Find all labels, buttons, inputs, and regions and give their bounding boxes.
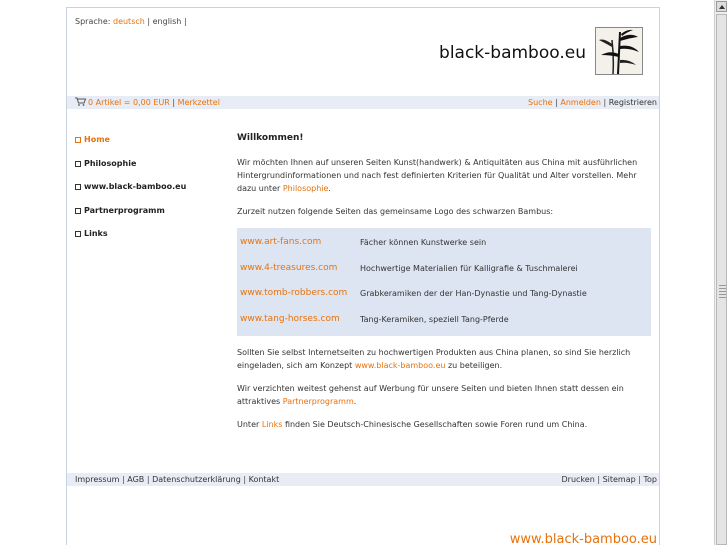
links-link[interactable]: Links <box>261 420 283 429</box>
logo-paragraph: Zurzeit nutzen folgende Seiten das gemeinsame Logo des schwarzen Bambus: <box>237 207 554 216</box>
language-deutsch-link[interactable]: deutsch <box>112 17 145 26</box>
scrollbar-thumb[interactable] <box>716 14 727 545</box>
partner-sites-table <box>237 228 651 336</box>
site-logo-text[interactable]: black-bamboo.eu <box>439 43 586 63</box>
site-link[interactable]: www.4-treasures.com <box>240 262 338 273</box>
partner-paragraph <box>237 382 653 408</box>
vertical-scrollbar[interactable] <box>714 0 727 545</box>
links-text-end: finden Sie Deutsch-Chinesische Gesellschaften sowie Foren rund um China. <box>284 420 588 429</box>
partner-text: Wir verzichten weitest gehenst auf Werbung für unsere Seiten und bieten Ihnen statt dessen ein attraktives <box>237 384 624 406</box>
separator: | <box>172 98 176 107</box>
punctuation: . <box>353 397 357 406</box>
login-link[interactable]: Anmelden <box>560 98 601 107</box>
sidebar-nav <box>75 135 225 253</box>
links-paragraph <box>237 418 653 431</box>
table-row <box>237 307 651 333</box>
site-description: Hochwertige Materialien für Kalligrafie & Tuschmalerei <box>360 263 578 273</box>
page-title: Willkommen! <box>237 133 304 143</box>
site-description: Tang-Keramiken, speziell Tang-Pferde <box>360 314 509 324</box>
main-content <box>237 132 653 441</box>
impressum-link[interactable]: Impressum <box>75 475 120 484</box>
top-bar <box>67 96 659 109</box>
separator: | <box>146 475 150 484</box>
separator: | <box>147 17 151 26</box>
separator: | <box>122 475 125 484</box>
site-description: Grabkeramiken der der Han-Dynastie und Tang-Dynastie <box>360 289 587 299</box>
links-text-start: Unter <box>237 420 260 429</box>
intro-text: Wir möchten Ihnen auf unseren Seiten Kunst(handwerk) & Antiquitäten aus China mit ausführlichen Hintergrundinformationen und nach fest definierten Kriterien für Qualität und Alter vorstellen. Mehr dazu unter <box>237 158 638 193</box>
sidebar-item-home[interactable] <box>75 135 225 159</box>
language-selector <box>75 17 187 26</box>
separator: | <box>597 475 601 484</box>
intro-paragraph <box>237 156 653 195</box>
kontakt-link[interactable]: Kontakt <box>248 475 280 484</box>
square-bullet-icon <box>75 231 81 237</box>
separator: | <box>183 17 187 26</box>
sidebar-item-black-bamboo[interactable] <box>75 182 225 206</box>
register-link[interactable]: Registrieren <box>608 98 657 107</box>
philosophie-link[interactable]: Philosophie <box>282 184 329 193</box>
separator: | <box>638 475 641 484</box>
sidebar-item-philosophie[interactable] <box>75 159 225 183</box>
separator: | <box>603 98 607 107</box>
punctuation: . <box>328 184 331 193</box>
table-row <box>237 256 651 282</box>
agb-link[interactable]: AGB <box>127 475 145 484</box>
concept-text: Sollten Sie selbst Internetseiten zu hochwertigen Produkten aus China planen, so sind Sie herzlich eingeladen, sich am Konzept <box>237 348 631 370</box>
sitemap-link[interactable]: Sitemap <box>602 475 636 484</box>
square-bullet-icon <box>75 137 81 143</box>
site-link[interactable]: www.tomb-robbers.com <box>240 288 348 299</box>
partnerprogramm-link[interactable]: Partnerprogramm <box>282 397 354 406</box>
merkzettel-link[interactable]: Merkzettel <box>177 98 220 107</box>
black-bamboo-link[interactable]: www.black-bamboo.eu <box>354 361 446 370</box>
sidebar-item-partnerprogramm[interactable] <box>75 206 225 230</box>
language-english-link[interactable]: english <box>152 17 182 26</box>
scroll-up-arrow-icon[interactable] <box>716 1 727 12</box>
datenschutz-link[interactable]: Datenschutzerklärung <box>152 475 241 484</box>
footer-bar <box>67 473 659 486</box>
table-row <box>237 230 651 256</box>
page-container <box>66 7 660 545</box>
sidebar-item-label: Home <box>84 135 110 144</box>
bamboo-icon[interactable] <box>595 27 643 75</box>
sidebar-item-label: Partnerprogramm <box>84 205 165 215</box>
table-row <box>237 281 651 307</box>
language-label: Sprache: <box>75 17 111 26</box>
top-link[interactable]: Top <box>643 475 657 484</box>
site-description: Fächer können Kunstwerke sein <box>360 238 487 248</box>
site-link[interactable]: www.tang-horses.com <box>240 313 340 324</box>
sidebar-item-label: www.black-bamboo.eu <box>84 182 187 191</box>
square-bullet-icon <box>75 208 81 214</box>
grip-icon <box>719 285 726 299</box>
sidebar-item-label: Links <box>84 229 108 238</box>
square-bullet-icon <box>75 184 81 190</box>
cart-link[interactable]: 0 Artikel = 0,00 EUR <box>88 98 170 107</box>
print-link[interactable]: Drucken <box>561 475 595 484</box>
sidebar-item-links[interactable] <box>75 229 225 253</box>
footer-brand[interactable]: www.black-bamboo.eu <box>509 532 657 545</box>
square-bullet-icon <box>75 161 81 167</box>
cart-icon[interactable] <box>75 97 86 106</box>
concept-text-end: zu beteiligen. <box>447 361 503 370</box>
sidebar-item-label: Philosophie <box>84 158 137 168</box>
separator: | <box>243 475 247 484</box>
site-link[interactable]: www.art-fans.com <box>240 237 322 248</box>
concept-paragraph <box>237 346 653 372</box>
separator: | <box>555 98 558 107</box>
search-link[interactable]: Suche <box>528 98 553 107</box>
